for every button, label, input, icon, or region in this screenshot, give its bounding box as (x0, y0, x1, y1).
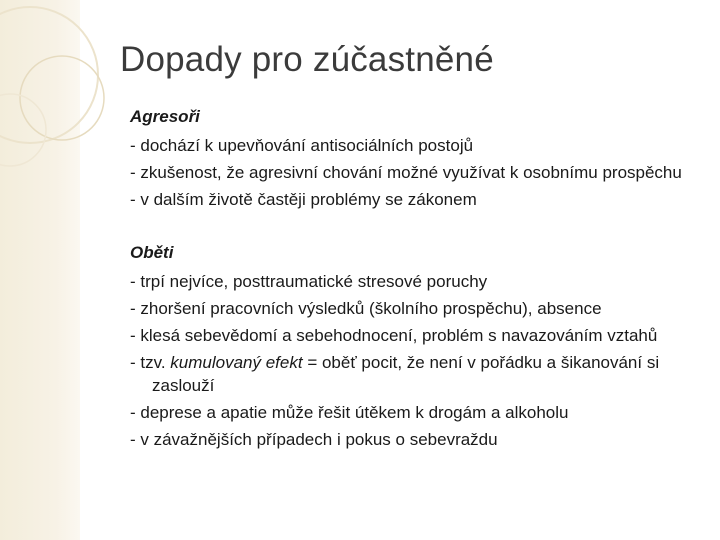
list-item: - zhoršení pracovních výsledků (školního prospěchu), absence (130, 299, 602, 318)
item-emphasis: kumulovaný efekt (170, 353, 303, 372)
list-item: - dochází k upevňování antisociálních postojů (130, 136, 474, 155)
item-suffix: = oběť pocit, že není v pořádku a šikanování si zaslouží (152, 353, 660, 395)
list-item: - klesá sebevědomí a sebehodnocení, problém s navazováním vztahů (130, 326, 658, 345)
list-item: - v dalším životě častěji problémy se zákonem (130, 190, 477, 209)
slide-content (130, 105, 705, 455)
list-item: - v závažnějších případech i pokus o sebevraždu (130, 430, 498, 449)
item-prefix: - tzv. (130, 353, 171, 372)
slide-title: Dopady pro zúčastněné (120, 40, 494, 79)
section-gap (130, 215, 705, 241)
section-heading-agresori: Agresoři (130, 107, 200, 126)
list-item: - trpí nejvíce, posttraumatické stresové poruchy (130, 272, 488, 291)
section-heading-obeti: Oběti (130, 243, 174, 262)
list-item: - zkušenost, že agresivní chování možné využívat k osobnímu prospěchu (130, 163, 682, 182)
list-item-kumulovany-efekt (130, 351, 705, 397)
decorative-sidebar (0, 0, 80, 540)
list-item: - deprese a apatie může řešit útěkem k drogám a alkoholu (130, 403, 569, 422)
